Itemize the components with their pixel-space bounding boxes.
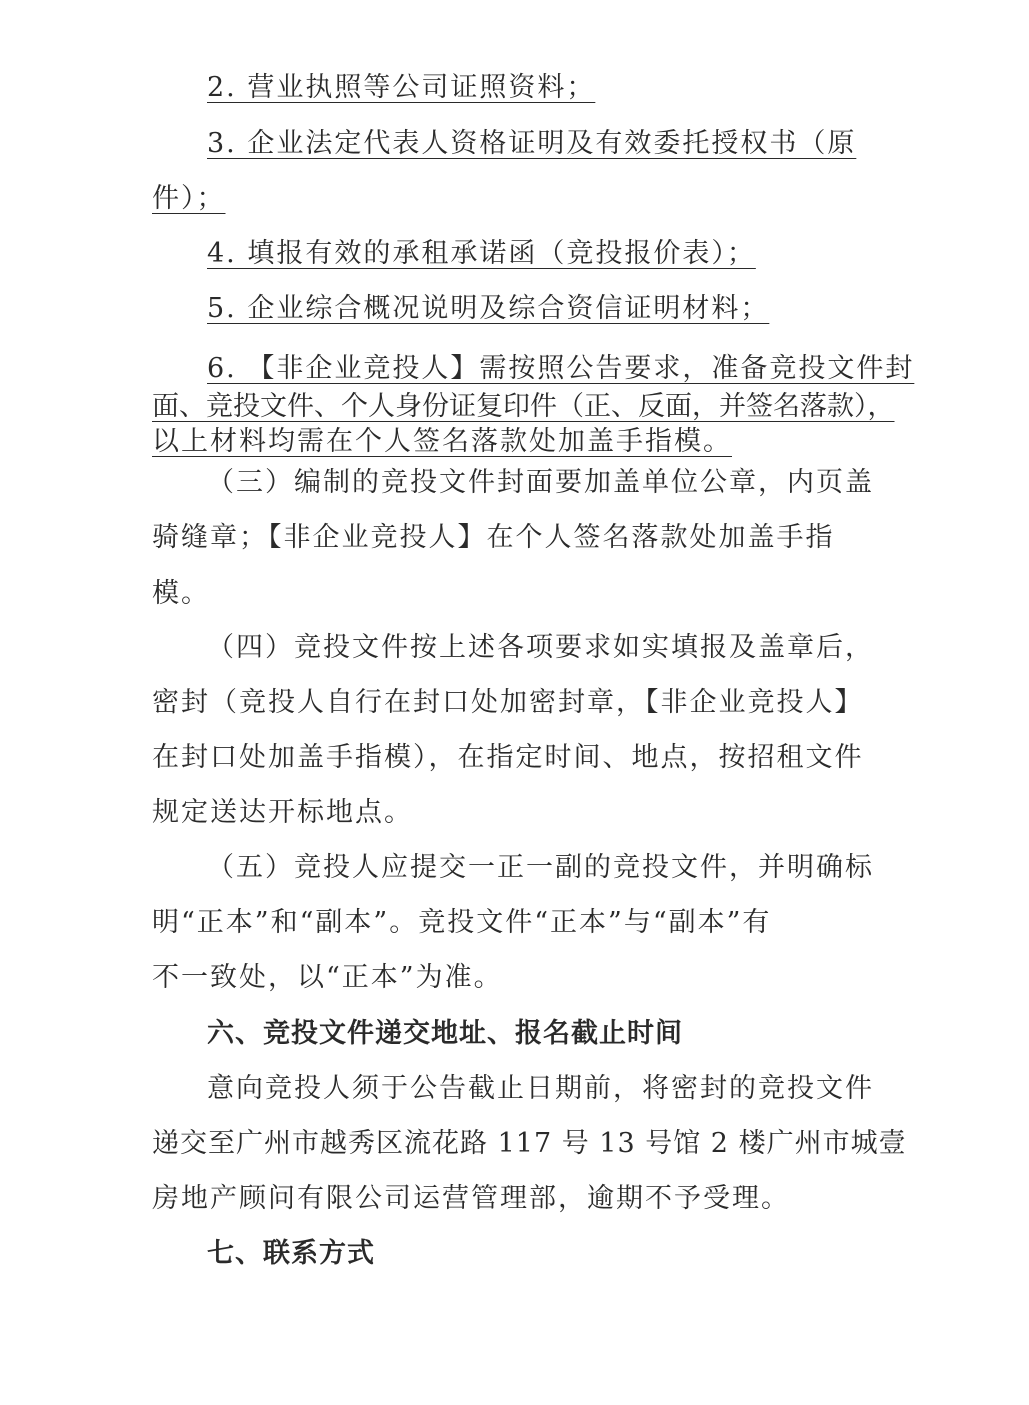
section-6-line-1: 意向竞投人须于公告截止日期前，将密封的竞投文件 — [207, 1073, 874, 1104]
section-4-line-4: 规定送达开标地点。 — [152, 797, 413, 828]
item-3-line-1: 3. 企业法定代表人资格证明及有效委托授权书（原 — [207, 128, 857, 159]
section-4-line-1: （四）竞投文件按上述各项要求如实填报及盖章后， — [207, 632, 874, 663]
item-2-line: 2. 营业执照等公司证照资料； — [207, 72, 596, 103]
section-4-line-2: 密封（竞投人自行在封口处加密封章，【非企业竞投人】 — [152, 687, 864, 718]
section-3-line-2: 骑缝章；【非企业竞投人】在个人签名落款处加盖手指 — [152, 522, 835, 553]
section-6-heading: 六、竞投文件递交地址、报名截止时间 — [207, 1018, 683, 1049]
section-4-line-3: 在封口处加盖手指模），在指定时间、地点，按招租文件 — [152, 742, 864, 773]
section-3-line-1: （三）编制的竞投文件封面要加盖单位公章，内页盖 — [207, 467, 874, 498]
item-4-line: 4. 填报有效的承租承诺函（竞投报价表）； — [207, 238, 756, 269]
item-6-line-2: 面、竞投文件、个人身份证复印件（正、反面，并签名落款）， — [152, 391, 895, 422]
section-7-heading: 七、联系方式 — [207, 1238, 375, 1269]
section-3-line-3: 模。 — [152, 578, 210, 609]
section-5-line-1: （五）竞投人应提交一正一副的竞投文件，并明确标 — [207, 852, 874, 883]
item-5-line: 5. 企业综合概况说明及综合资信证明材料； — [207, 293, 770, 324]
section-5-line-2: 明“正本”和“副本”。竞投文件“正本”与“副本”有 — [152, 907, 772, 938]
item-6-line-1: 6. 【非企业竞投人】需按照公告要求，准备竞投文件封 — [207, 353, 915, 384]
item-6-line-3: 以上材料均需在个人签名落款处加盖手指模。 — [152, 426, 732, 457]
section-5-line-3: 不一致处，以“正本”为准。 — [152, 962, 503, 993]
item-3-line-2: 件）； — [152, 183, 226, 214]
section-6-line-3: 房地产顾问有限公司运营管理部，逾期不予受理。 — [152, 1183, 790, 1214]
section-6-line-2: 递交至广州市越秀区流花路 117 号 13 号馆 2 楼广州市城壹 — [152, 1128, 907, 1159]
